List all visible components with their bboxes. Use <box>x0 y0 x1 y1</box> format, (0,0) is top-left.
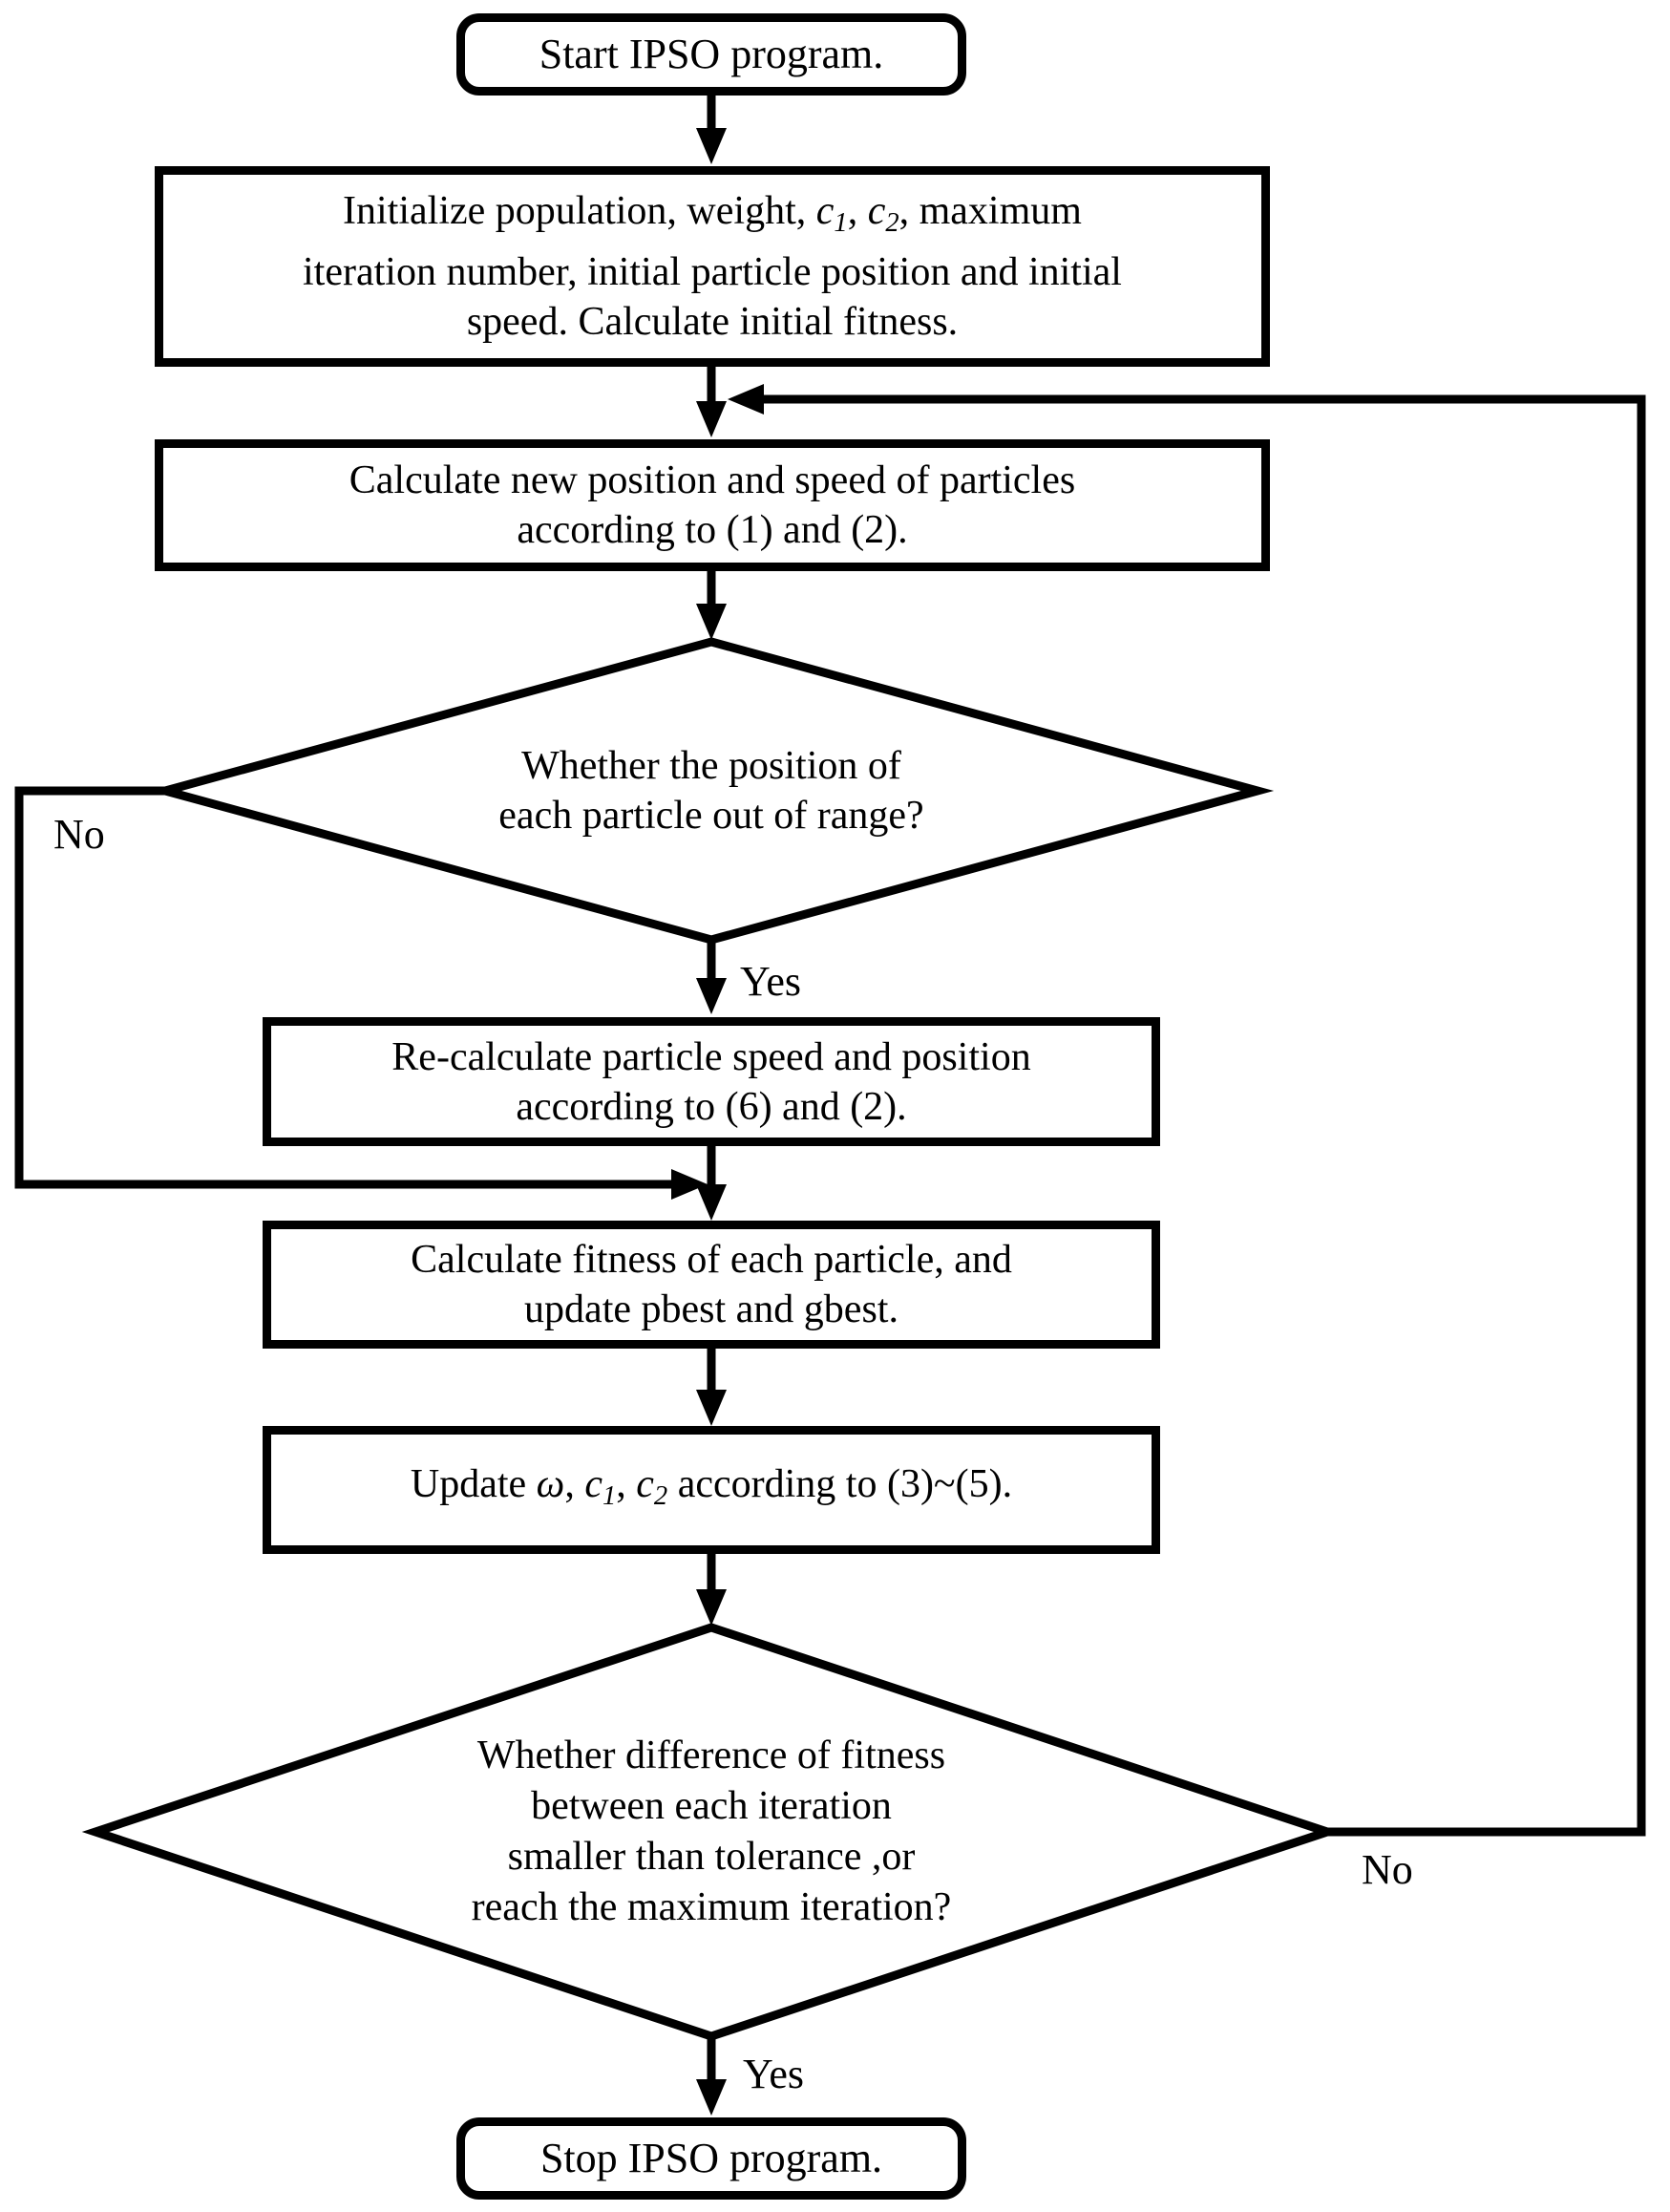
arrowhead-feedback-left <box>728 384 764 415</box>
start-terminal: Start IPSO program. <box>456 13 966 96</box>
arrowhead-fitness-update <box>696 1390 727 1426</box>
no-label-stop: No <box>1362 1846 1413 1893</box>
arrowhead-update-decision <box>696 1589 727 1626</box>
initialize-process: Initialize population, weight, $c_1$, $c_2$, maximum iteration number, initial particle position and initial speed. Calculate initial fitness. <box>155 166 1270 367</box>
calculate-fitness-process: Calculate fitness of each particle, and update pbest and gbest. <box>263 1221 1160 1349</box>
arrowhead-start-init <box>696 128 727 164</box>
no-label-range: No <box>53 811 105 858</box>
decision-stop-text: Whether difference of fitness between each iteration smaller than tolerance ,or reach the maximum iteration? <box>471 1733 952 1929</box>
arrowhead-init-calcnew <box>696 401 727 437</box>
arrowhead-yes-recalc <box>696 978 727 1014</box>
update-parameters-process: Update ω, $c_1$, $c_2$ according to (3)~(5). <box>263 1426 1160 1554</box>
calculate-new-position-process: Calculate new position and speed of particles according to (1) and (2). <box>155 439 1270 571</box>
yes-label-range: Yes <box>740 958 802 1005</box>
recalculate-process: Re-calculate particle speed and position according to (6) and (2). <box>263 1017 1160 1146</box>
yes-label-stop: Yes <box>743 2051 805 2097</box>
stop-terminal: Stop IPSO program. <box>456 2117 966 2200</box>
arrowhead-yes-stop <box>696 2079 727 2116</box>
arrowhead-calcnew-decision <box>696 604 727 640</box>
arrowhead-recalc-fitness <box>696 1184 727 1221</box>
decision-range-text: Whether the position of each particle out of range? <box>498 744 924 838</box>
